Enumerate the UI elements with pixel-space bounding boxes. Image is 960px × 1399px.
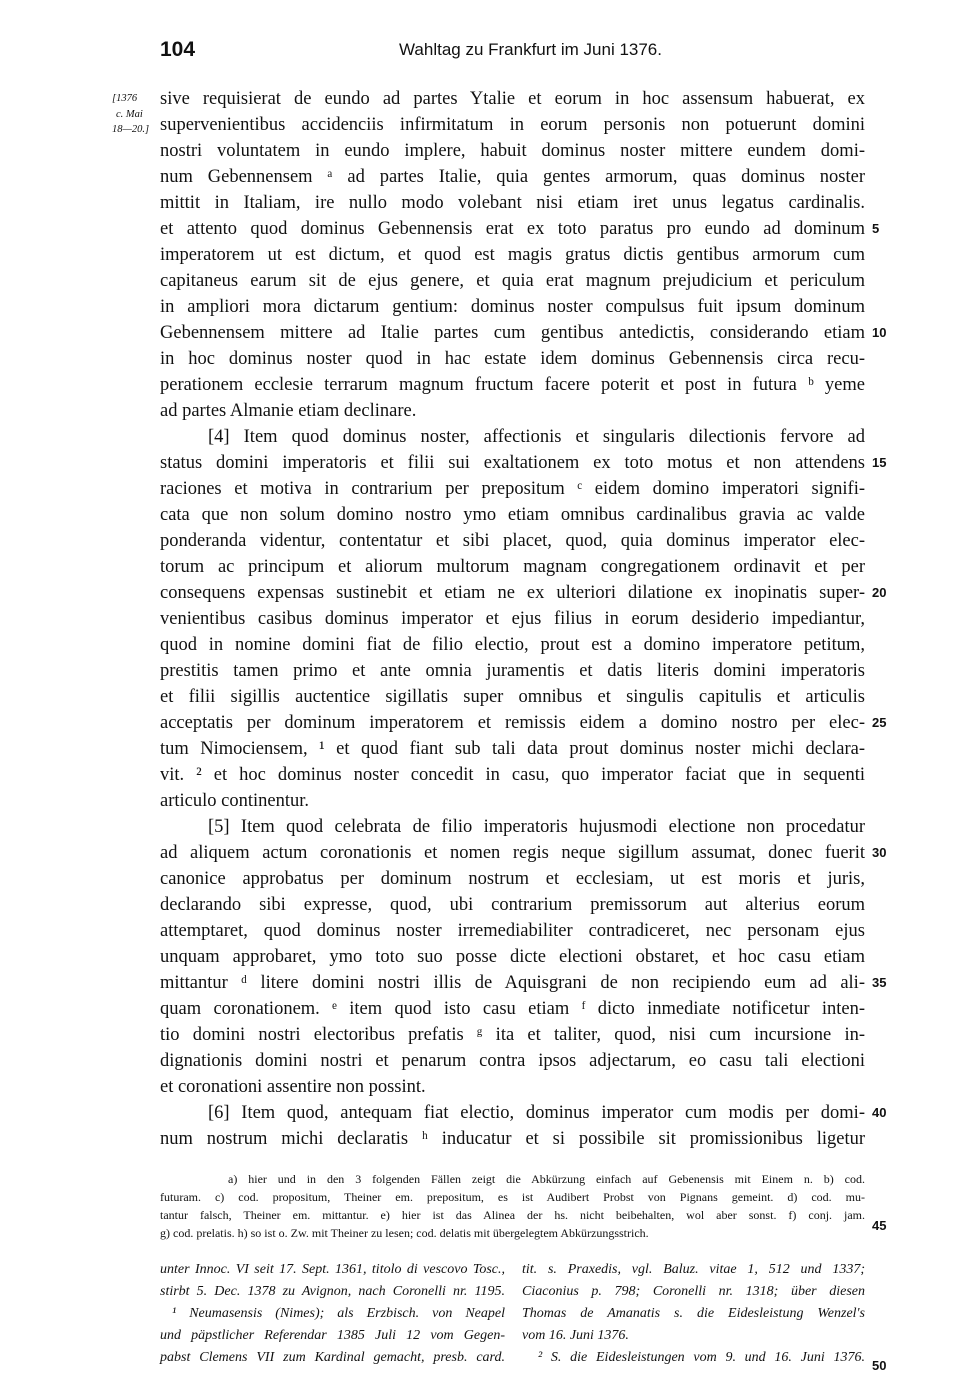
line-number: 40 — [872, 1105, 887, 1120]
body-line: ad partes Almanie etiam declinare. — [160, 401, 417, 421]
margin-date-days: 18—20.] — [112, 124, 150, 135]
editorial-note-line: tit. s. Praxedis, vgl. Baluz. vitae 1, 512 und 1337; — [522, 1262, 865, 1277]
body-line: quod in nomine domini fiat de filio electio, prout est a domino imperatore petitum, — [160, 635, 865, 655]
line-number: 25 — [872, 715, 887, 730]
body-line: num Gebennensem ᵃ ad partes Italie, quia gentes armorum, quas dominus noster — [160, 167, 865, 187]
editorial-note-line: vom 16. Juni 1376. — [522, 1328, 629, 1343]
body-line: articulo continentur. — [160, 791, 309, 811]
editorial-note-line: ² S. die Eidesleistungen vom 9. und 16. Juni 1376. — [538, 1350, 865, 1365]
margin-date-month: c. Mai — [116, 109, 143, 120]
body-line: Gebennensem mittere ad Italie partes cum gentibus antedictis, considerando etiam — [160, 323, 865, 343]
body-line: vit. ² et hoc dominus noster concedit in casu, quo imperator faciat que in sequenti — [160, 765, 865, 785]
line-number: 5 — [872, 221, 880, 236]
body-line: prestitis tamen primo et ante omnia juramentis et datis literis domini imperatoris — [160, 661, 865, 681]
margin-date-year: [1376 — [112, 93, 138, 104]
body-line: unquam approbaret, ymo toto suo posse dicte electioni obstaret, et hoc casu etiam — [160, 947, 865, 967]
body-line: canonice approbatus per dominum nostrum et ecclesiam, ut est moris et juris, — [160, 869, 865, 889]
body-line: et filii sigillis auctentice sigillatis super omnibus et singulis capitulis et articulis — [160, 687, 865, 707]
body-line: quam coronationem. ᵉ item quod isto casu etiam ᶠ dicto inmediate notificetur inten- — [160, 999, 865, 1019]
line-number: 50 — [872, 1358, 887, 1373]
line-number: 20 — [872, 585, 887, 600]
editorial-note-line: ¹ Neumasensis (Nimes); als Erzbisch. von Neapel — [172, 1306, 505, 1321]
body-line: capitaneus earum sit de ejus genere, et quia erat magnum prejudicium et periculum — [160, 271, 865, 291]
body-line: tum Nimociensem, ¹ et quod fiant sub tali data prout dominus noster michi declara- — [160, 739, 865, 759]
body-line: status domini imperatoris et filii sui exaltationem ex toto motus et non attendens — [160, 453, 865, 473]
editorial-note-line: pabst Clemens VII zum Kardinal gemacht, presb. card. — [160, 1350, 505, 1365]
body-line: ponderanda videntur, contentatur et sibi placet, quod, quia dominus imperator elec- — [160, 531, 865, 551]
footnote-line: a) hier und in den 3 folgenden Fällen zeigt die Abkürzung einfach auf Gebenensis mit Einem n. b) cod. — [228, 1172, 865, 1186]
body-line: in ampliori mora dictarum gentium: dominus noster compulsus fuit ipsum dominum — [160, 297, 865, 317]
editorial-note-line: Ciaconius p. 798; Coronelli nr. 1318; über diesen — [522, 1284, 865, 1299]
editorial-note-line: stirbt 5. Dec. 1378 zu Avignon, nach Coronelli nr. 1195. — [160, 1284, 505, 1299]
page-number: 104 — [160, 38, 196, 61]
body-line: torum ac principum et aliorum multorum magnam congregationem ordinavit et per — [160, 557, 865, 577]
body-line: dignationis domini nostri et penarum contra ipsos adjectarum, eo casu tali electioni — [160, 1051, 865, 1071]
body-line: attemptaret, quod dominus noster irremediabiliter contradiceret, nec personam ejus — [160, 921, 865, 941]
running-title: Wahltag zu Frankfurt im Juni 1376. — [399, 40, 662, 59]
body-line: [5] Item quod celebrata de filio imperatoris hujusmodi electione non procedatur — [208, 817, 865, 837]
body-line: perationem ecclesie terrarum magnum fructum facere poterit et post in futura ᵇ yeme — [160, 375, 865, 395]
editorial-note-line: Thomas de Amanatis s. die Eidesleistung Wenzel's — [522, 1306, 865, 1321]
body-line: consequens expensas sustinebit et etiam ne ex ulteriori dilatione ex inopinatis super- — [160, 583, 865, 603]
body-line: supervenientibus accidenciis infirmitatum in eorum personis non potuerunt domini — [160, 115, 865, 135]
body-line: num nostrum michi declaratis ʰ inducatur et si possibile sit promissionibus ligetur — [160, 1129, 865, 1149]
footnote-line: tantur falsch, Theiner em. mittantur. e) hier ist das Alinea der hs. nicht beibehalten, wol aber sonst. f) conj. jam. — [160, 1208, 865, 1222]
body-line: et coronationi assentire non possint. — [160, 1077, 426, 1097]
body-line: in hoc dominus noster quod in hac estate idem dominus Gebennensis circa recu- — [160, 349, 865, 369]
editorial-note-line: unter Innoc. VI seit 17. Sept. 1361, titolo di vescovo Tosc., — [160, 1262, 505, 1277]
footnote-line: g) cod. prelatis. h) so ist o. Zw. mit Theiner zu lesen; cod. delatis mit übergelegtem Abkürzungsstrich. — [160, 1226, 649, 1240]
body-line: ad aliquem actum coronationis et nomen regis neque sigillum assumat, donec fuerit — [160, 843, 865, 863]
editorial-note-line: und päpstlicher Referendar 1385 Juli 12 vom Gegen- — [160, 1328, 505, 1343]
body-line: nostri voluntatem in eundo implere, habuit dominus noster mittere eundem domi- — [160, 141, 865, 161]
body-line: et attento quod dominus Gebennensis erat ex toto paratus pro eundo ad dominum — [160, 219, 865, 239]
line-number: 15 — [872, 455, 887, 470]
body-line: mittit in Italiam, ire nullo modo volebant nisi etiam iret unus legatus cardinalis. — [160, 193, 865, 213]
body-line: tio domini nostri electoribus prefatis ᵍ ita et taliter, quod, nisi cum incursione in- — [160, 1025, 865, 1045]
body-line: venientibus casibus dominus imperator et ejus filius in eorum desiderio impediantur, — [160, 609, 865, 629]
body-line: [6] Item quod, antequam fiat electio, dominus imperator cum modis per domi- — [208, 1103, 865, 1123]
line-number: 35 — [872, 975, 887, 990]
body-line: raciones et motiva in contrarium per prepositum ᶜ eidem domino imperatori signifi- — [160, 479, 865, 499]
line-number: 45 — [872, 1218, 887, 1233]
body-line: mittantur ᵈ litere domini nostri illis de Aquisgrani de non recipiendo eum ad ali- — [160, 973, 865, 993]
body-line: cata que non solum domino nostro ymo etiam omnibus cardinalibus gravia ac valde — [160, 505, 865, 525]
line-number: 30 — [872, 845, 887, 860]
footnote-line: futuram. c) cod. propositum, Theiner em. prepositum, es ist Audibert Probst von Pignans gemeint. d) cod. mu- — [160, 1190, 865, 1204]
body-line: declarando sibi expresse, quod, ubi contrarium premissorum aut alterius eorum — [160, 895, 865, 915]
body-line: [4] Item quod dominus noster, affectionis et singularis dilectionis fervore ad — [208, 427, 865, 447]
body-line: imperatorem ut est dictum, et quod est magis gratus dictis gentibus armorum cum — [160, 245, 865, 265]
line-number: 10 — [872, 325, 887, 340]
body-line: acceptatis per dominum imperatorem et remissis eidem a domino nostro per elec- — [160, 713, 865, 733]
body-line: sive requisierat de eundo ad partes Ytalie et eorum in hoc assensum habuerat, ex — [160, 89, 865, 109]
